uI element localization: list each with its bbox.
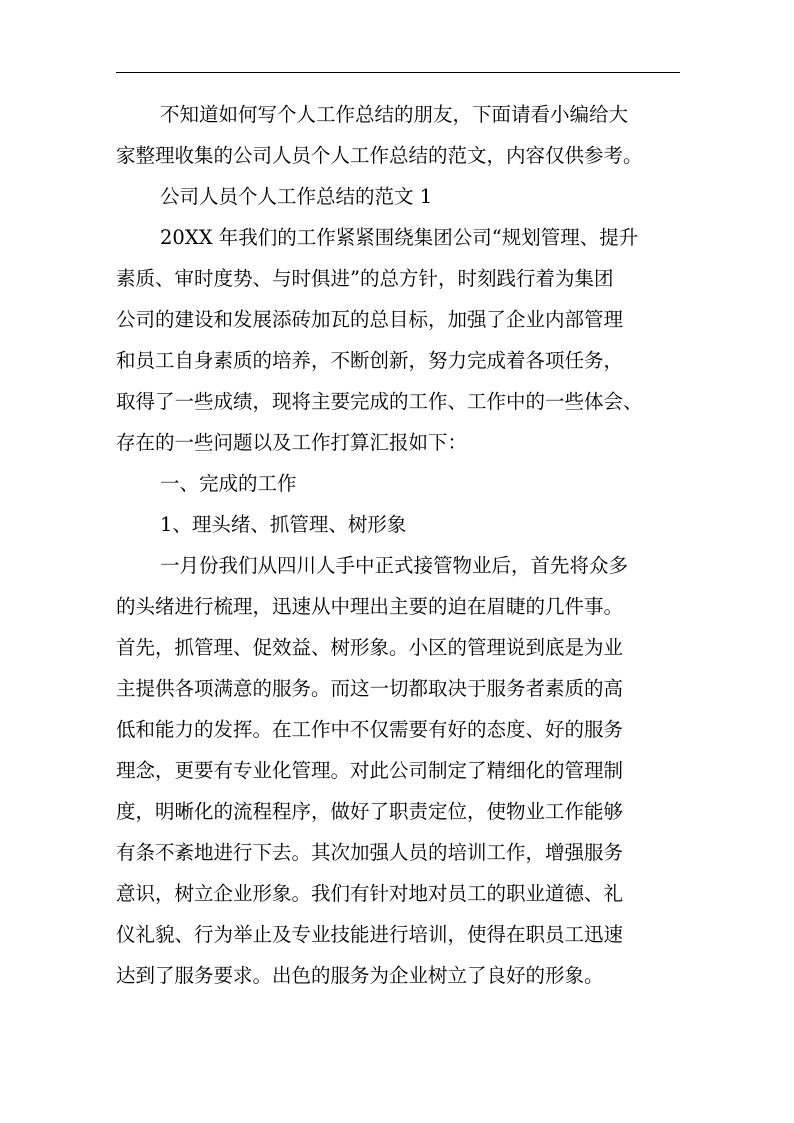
paragraph-body-line-8: 有条不紊地进行下去。其次加强人员的培训工作，增强服务 (116, 841, 624, 864)
paragraph-summary-line-4: 和员工自身素质的培养，不断创新，努力完成着各项任务， (116, 349, 624, 372)
subheading-item-1: 1、理头绪、抓管理、树形象 (160, 513, 407, 536)
paragraph-summary-line-3: 公司的建设和发展添砖加瓦的总目标，加强了企业内部管理 (116, 308, 624, 331)
paragraph-body-line-10: 仪礼貌、行为举止及专业技能进行培训，使得在职员工迅速 (116, 923, 624, 946)
header-rule (116, 72, 680, 73)
paragraph-body-line-5: 低和能力的发挥。在工作中不仅需要有好的态度、好的服务 (116, 718, 624, 741)
paragraph-intro-line-2: 家整理收集的公司人员个人工作总结的范文，内容仅供参考。 (116, 144, 643, 167)
heading-completed-work: 一、完成的工作 (160, 472, 297, 495)
paragraph-body-line-2: 的头绪进行梳理，迅速从中理出主要的迫在眉睫的几件事。 (116, 595, 624, 618)
section-title: 公司人员个人工作总结的范文 1 (160, 185, 433, 208)
paragraph-summary-line-5: 取得了一些成绩，现将主要完成的工作、工作中的一些体会、 (116, 390, 643, 413)
document-body (116, 94, 680, 996)
paragraph-body-line-4: 主提供各项满意的服务。而这一切都取决于服务者素质的高 (116, 677, 624, 700)
paragraph-intro-line-1: 不知道如何写个人工作总结的朋友，下面请看小编给大 (160, 103, 629, 126)
paragraph-summary-line-2: 素质、审时度势、与时俱进”的总方针，时刻践行着为集团 (116, 267, 614, 290)
paragraph-body-line-1: 一月份我们从四川人手中正式接管物业后，首先将众多 (160, 554, 629, 577)
paragraph-summary-line-1: 20XX 年我们的工作紧紧围绕集团公司“规划管理、提升 (160, 226, 639, 249)
paragraph-body-line-7: 度，明晰化的流程程序，做好了职责定位，使物业工作能够 (116, 800, 624, 823)
paragraph-body-line-9: 意识，树立企业形象。我们有针对地对员工的职业道德、礼 (116, 882, 624, 905)
paragraph-summary-line-6: 存在的一些问题以及工作打算汇报如下： (116, 431, 468, 454)
paragraph-body-line-11: 达到了服务要求。出色的服务为企业树立了良好的形象。 (116, 964, 604, 987)
paragraph-body-line-3: 首先，抓管理、促效益、树形象。小区的管理说到底是为业 (116, 636, 624, 659)
paragraph-body-line-6: 理念，更要有专业化管理。对此公司制定了精细化的管理制 (116, 759, 624, 782)
